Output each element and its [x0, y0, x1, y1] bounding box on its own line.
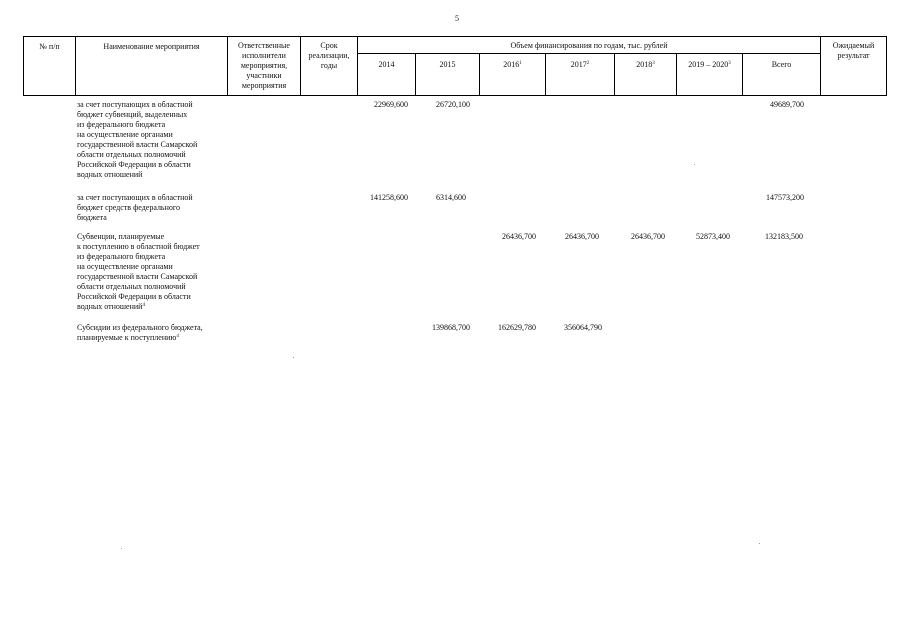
header-col-result: Ожидаемый результат — [832, 41, 875, 60]
cell-2018: 26436,700 — [631, 232, 665, 241]
cell-2019-2020: 52873,400 — [696, 232, 730, 241]
row-name: Субвенции, планируемые к поступлению в областной бюджет из федерального бюджета на осуществление органами государственной власти Самарской области отдельных полномочий Российской Федерации в области водных отношений$^4$ — [77, 232, 200, 311]
cell-2017: 26436,700 — [565, 232, 599, 241]
header-total: Всего — [771, 60, 792, 69]
cell-2017: 356064,790 — [564, 323, 602, 332]
cell-total: 132183,500 — [765, 232, 803, 241]
header-year-2016: 2016$^1$ — [503, 60, 522, 69]
header-year-2019-2020: 2019 – 2020$^3$ — [688, 60, 731, 69]
header-col-financing: Объем финансирования по годам, тыс. рублей — [510, 41, 668, 50]
row-name: за счет поступающих в областной бюджет средств федерального бюджета — [77, 193, 193, 222]
page-number: 5 — [455, 14, 459, 23]
cell-2014: 141258,600 — [370, 193, 408, 202]
cell-2014: 22969,600 — [374, 100, 408, 109]
header-col-responsible: Ответственные исполнители мероприятия, участники мероприятия — [238, 41, 290, 90]
header-year-2014: 2014 — [378, 60, 395, 69]
cell-2015: 6314,600 — [436, 193, 466, 202]
header-col-name: Наименование мероприятия — [103, 42, 200, 51]
cell-2016: 162629,780 — [498, 323, 536, 332]
cell-2016: 26436,700 — [502, 232, 536, 241]
row-name: за счет поступающих в областной бюджет субвенций, выделенных из федерального бюджета на осуществление органами государственной власти Самарской области отдельных полномочий Российской Федерации в области водных отношений — [77, 100, 198, 179]
header-col-number: № п/п — [39, 42, 60, 51]
scan-speck — [121, 548, 122, 549]
cell-2015: 139868,700 — [432, 323, 470, 332]
header-year-2017: 2017$^2$ — [570, 60, 590, 69]
header-year-2015: 2015 — [439, 60, 456, 69]
header-col-term: Срок реализации, годы — [308, 41, 350, 70]
header-year-2018: 2018$^3$ — [636, 60, 655, 69]
cell-2015: 26720,100 — [436, 100, 470, 109]
scan-speck — [694, 164, 695, 165]
cell-total: 147573,200 — [766, 193, 804, 202]
scan-speck — [293, 357, 294, 358]
cell-total: 49689,700 — [770, 100, 804, 109]
row-name: Субсидии из федерального бюджета, планируемые к поступлению$^4$ — [77, 323, 203, 342]
scan-speck — [759, 543, 760, 544]
